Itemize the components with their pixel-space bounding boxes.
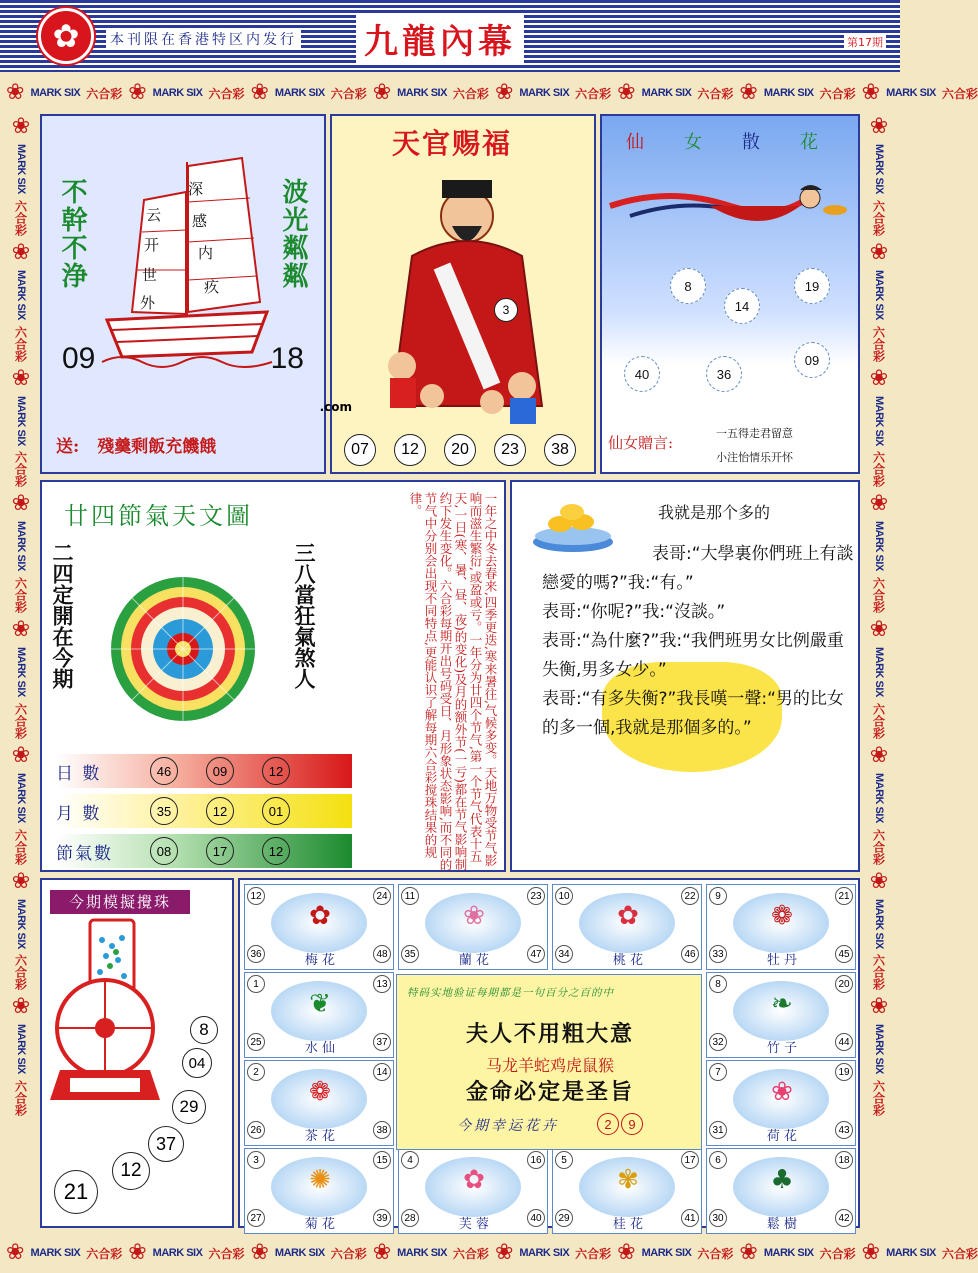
brand-en-text: MARK SIX [873,395,885,446]
bauhinia-flower-icon: ❀ [6,80,25,105]
brand-en-text: MARK SIX [30,87,81,99]
brand-en-text: MARK SIX [15,521,27,572]
brand-cn-text: 六合彩 [330,1246,367,1261]
flower-number: 43 [835,1121,853,1139]
cloud-number: 8 [670,268,706,304]
flower-name: 蘭 花 [458,953,490,968]
cloud-number: 19 [794,268,830,304]
brand-en-text: MARK SIX [886,87,936,99]
flower-number: 8 [709,975,727,993]
row-label: 月 數 [56,803,102,824]
bauhinia-flower-icon: ❀ [494,80,514,105]
brand-cn-text: 六合彩 [871,199,886,236]
flower-cell [398,1148,548,1234]
fairy-panel [600,114,860,474]
bauhinia-flower-icon: ❀ [861,80,881,105]
flower-number: 32 [709,1033,727,1051]
brand-en-text: MARK SIX [873,269,885,320]
brand-cn-text: 六合彩 [452,86,489,101]
bauhinia-flower-icon: ❀ [128,1240,147,1265]
flower-number: 20 [835,975,853,993]
flower-name: 鬆 樹 [766,1217,798,1232]
bauhinia-flower-icon: ❀ [250,1240,269,1265]
brand-en-text: MARK SIX [886,1247,936,1259]
brand-en-text: MARK SIX [30,1247,81,1259]
brand-en-text: MARK SIX [873,772,885,823]
sail-word: 外 [140,294,156,312]
brand-cn-text: 六合彩 [13,1080,28,1117]
flower-name: 菊 花 [304,1217,336,1232]
flower-number: 13 [373,975,391,993]
flower-cell [706,884,856,970]
flower-number: 41 [681,1209,699,1227]
brand-en-text: MARK SIX [763,87,814,99]
center-top-line: 特码实地验证每期都是一句百分之百的中 [407,987,614,999]
bauhinia-flower-icon: ❀ [617,1240,636,1265]
brand-cn-text: 六合彩 [13,954,28,991]
bauhinia-flower-icon: ❀ [250,80,269,105]
lucky-flower-numbers [597,1113,643,1135]
border-top [0,76,978,110]
lucky-flower-label: 今期幸运花卉 [457,1118,559,1134]
brand-en-text: MARK SIX [15,772,27,823]
flower-number: 47 [527,945,545,963]
brand-en-text: MARK SIX [15,395,27,446]
brand-cn-text: 六合彩 [941,86,978,101]
joke-line: 表哥:“你呢?”我:“沒談。” [542,602,726,622]
flower-number: 9 [709,887,727,905]
solar-poem: 一年之中冬去春来,四季更迭,寒来暑往,气候多变。天地万物受节气影响而滋生繁衍,或盈或亏。一年分为廿四个节气,第一个节气代表十五天,一日(寒、暑、昼、夜)的变化)及月的额外节(一亏)都在节气影响制约下发生变化。六合彩每期开出号码受日、月形象状态影响,而不同的节气中分别会出现不同特点,更能认识了解每期六合彩搅珠结果的规律。 [408,492,498,871]
flower-number: 17 [681,1151,699,1169]
flowers-panel [238,878,860,1232]
brand-en-text: MARK SIX [519,1247,570,1259]
fairy-poem-line: 一五得走君留意 [716,427,793,440]
brand-en-text: MARK SIX [15,898,27,949]
heavenly-official-icon [372,166,562,426]
scroll-number: 3 [494,298,518,322]
brand-en-text: MARK SIX [873,521,885,572]
brand-en-text: MARK SIX [15,144,27,194]
fairy-title-char: 散 [742,132,760,153]
row-number: 12 [262,757,290,785]
border-bottom [0,1236,978,1270]
lottery-ball: 37 [148,1126,184,1162]
flower-number: 23 [527,887,545,905]
bauhinia-flower-icon: ❀ [6,1240,25,1265]
joke-line: 表哥:“有多失衡?”我長嘆一聲:“男的比女的多一個,我就是那個多的。” [542,689,844,738]
god-number: 12 [394,434,426,466]
god-number: 23 [494,434,526,466]
flower-number: 35 [401,945,419,963]
sail-word: 深 [188,180,204,198]
flower-number: 27 [247,1209,265,1227]
row-label: 日 數 [56,763,102,784]
brand-en-text: MARK SIX [274,87,325,99]
brand-cn-text: 六合彩 [871,451,886,488]
fairy-poem [716,422,793,470]
solar-term-wheel-icon [108,574,258,724]
flower-number: 4 [401,1151,419,1169]
flower-number: 42 [835,1209,853,1227]
flower-number: 25 [247,1033,265,1051]
flower-number: 7 [709,1063,727,1081]
distribution-note: 本刊限在香港特区内发行 [106,28,301,50]
brand-cn-text: 六合彩 [819,86,856,101]
issue-number: 第17期 [844,34,886,50]
joke-line: 表哥:“大學裏你們班上有談戀愛的嗎?”我:“有。” [542,544,854,593]
flower-number: 19 [835,1063,853,1081]
flower-number: 14 [373,1063,391,1081]
row-number: 09 [206,757,234,785]
flower-name: 荷 花 [766,1129,798,1144]
brand-cn-text: 六合彩 [941,1246,978,1261]
flower-number: 34 [555,945,573,963]
bauhinia-flower-icon: ❀ [869,742,889,768]
brand-cn-text: 六合彩 [86,1246,123,1261]
flower-cell [552,1148,702,1234]
row-number: 46 [150,757,178,785]
lucky-number: 9 [621,1113,643,1135]
peach-blossom-icon: ✿ [617,901,639,931]
hibiscus-icon: ✿ [463,1165,485,1195]
bauhinia-flower-icon: ❀ [11,365,31,391]
solar-term-number-row [56,834,352,868]
cloud-number: 14 [724,288,760,324]
fairy-gift-label: 仙女贈言: [608,434,674,452]
lottery-ball: 12 [112,1152,150,1190]
bauhinia-flower-icon: ❀ [11,868,31,894]
brand-cn-text: 六合彩 [208,86,245,101]
flower-number: 5 [555,1151,573,1169]
bauhinia-emblem-icon [38,8,94,64]
cloud-number: 09 [794,342,830,378]
flower-number: 26 [247,1121,265,1139]
bauhinia-flower-icon: ❀ [869,491,889,517]
flower-name: 竹 子 [766,1041,798,1056]
brand-cn-text: 六合彩 [13,199,28,236]
sail-word: 开 [144,236,160,254]
joke-panel [510,480,860,872]
bauhinia-flower-icon: ❀ [11,617,31,643]
flower-name: 茶 花 [304,1129,336,1144]
brand-cn-text: 六合彩 [697,86,734,101]
boat-panel [40,114,352,474]
brand-en-text: MARK SIX [763,1247,814,1259]
sail-word: 内 [198,244,214,262]
flower-cell [398,884,548,970]
flower-number: 39 [373,1209,391,1227]
brand-cn-text: 六合彩 [13,828,28,865]
cloud-number: 40 [624,356,660,392]
flower-cell [244,1148,394,1234]
brand-cn-text: 六合彩 [871,325,886,362]
boat-right-verse: 波光粼粼 [278,178,308,290]
flower-cell [244,1060,394,1146]
solar-left-verse: 二四定開在今期 [50,542,75,689]
brand-cn-text: 六合彩 [13,702,28,739]
brand-cn-text: 六合彩 [871,1080,886,1117]
cloud-number: 36 [706,356,742,392]
brand-en-text: MARK SIX [15,269,27,320]
brand-en-text: MARK SIX [274,1247,325,1259]
sail-word: 感 [192,212,208,230]
brand-en-text: MARK SIX [519,87,570,99]
lottery-title: 今期模擬攪珠 [50,890,190,914]
flower-number: 18 [835,1151,853,1169]
brand-cn-text: 六合彩 [13,577,28,614]
center-zodiac-line: 马龙羊蛇鸡虎鼠猴 [485,1056,614,1075]
row-number: 12 [262,837,290,865]
boat-number-left: 09 [62,342,96,375]
flower-number: 28 [401,1209,419,1227]
brand-cn-text: 六合彩 [86,86,123,101]
flower-cell [552,884,702,970]
solar-terms-panel [40,480,506,872]
brand-en-text: MARK SIX [15,647,27,697]
brand-cn-text: 六合彩 [575,1246,612,1261]
flower-number: 33 [709,945,727,963]
peony-icon: ❁ [771,901,793,931]
boat-number-right: 18 [270,342,304,375]
flower-number: 12 [247,887,265,905]
lottery-panel [40,878,234,1228]
flower-number: 24 [373,887,391,905]
fairy-title [626,128,818,154]
row-number: 01 [262,797,290,825]
plum-blossom-icon: ✿ [309,901,331,931]
solar-right-verse: 三八當狂氣煞人 [292,542,317,689]
bauhinia-flower-icon: ❀ [11,742,31,768]
flower-number: 15 [373,1151,391,1169]
bauhinia-flower-icon: ❀ [11,491,31,517]
chrysanthemum-icon: ✺ [309,1165,331,1195]
bauhinia-flower-icon: ❀ [617,80,636,105]
bauhinia-flower-icon: ❀ [372,80,392,105]
lucky-number: 2 [597,1113,619,1135]
flower-number: 46 [681,945,699,963]
center-verse-2: 金命必定是圣旨 [465,1079,634,1105]
bauhinia-flower-icon: ❀ [11,114,31,139]
flower-number: 10 [555,887,573,905]
fairy-title-char: 女 [684,132,702,153]
brand-cn-text: 六合彩 [871,702,886,739]
brand-en-text: MARK SIX [397,1247,447,1259]
flower-name: 水 仙 [304,1041,336,1056]
junk-boat-icon [102,152,272,372]
brand-en-text: MARK SIX [641,1247,692,1259]
sail-word: 云 [146,206,162,224]
flower-number: 1 [247,975,265,993]
flower-name: 芙 蓉 [458,1217,490,1232]
brand-en-text: MARK SIX [873,647,885,697]
solar-title: 廿四節氣天文圖 [64,502,253,530]
bauhinia-flower-icon: ❀ [372,1240,392,1265]
brand-cn-text: 六合彩 [871,577,886,614]
row-number: 17 [206,837,234,865]
brand-cn-text: 六合彩 [697,1246,734,1261]
flower-name: 桃 花 [612,953,644,968]
flower-number: 40 [527,1209,545,1227]
brand-cn-text: 六合彩 [452,1246,489,1261]
row-number: 08 [150,837,178,865]
dotcom-text: .com [319,400,352,414]
bauhinia-flower-icon: ❀ [739,80,758,105]
flying-fairy-icon [610,176,850,246]
bauhinia-flower-icon: ❀ [869,868,889,894]
row-label: 節氣數 [56,843,113,864]
joke-title: 我就是那个多的 [658,503,771,522]
flower-number: 11 [401,887,419,905]
lotus-icon: ❀ [771,1077,793,1107]
bauhinia-flower-icon: ❀ [11,239,31,265]
lottery-ball: 8 [190,1016,218,1044]
flower-number: 22 [681,887,699,905]
flower-number: 29 [555,1209,573,1227]
brand-en-text: MARK SIX [152,1247,203,1259]
send-text: 殘羹剩飯充饑餓 [97,437,217,457]
flower-cell [706,972,856,1058]
lottery-ball: 04 [182,1048,212,1078]
brand-cn-text: 六合彩 [13,325,28,362]
brand-cn-text: 六合彩 [330,86,367,101]
fairy-title-char: 仙 [626,132,644,153]
god-number: 20 [444,434,476,466]
month-number-row [56,794,352,828]
god-number: 38 [544,434,576,466]
flower-number: 38 [373,1121,391,1139]
narcissus-icon: ❦ [309,989,331,1019]
bauhinia-flower-icon: ❀ [869,365,889,391]
boat-send-line [56,432,216,457]
brand-cn-text: 六合彩 [13,451,28,488]
send-label: 送: [56,437,80,457]
bauhinia-flower-icon: ❀ [494,1240,514,1265]
god-number: 07 [344,434,376,466]
row-number: 35 [150,797,178,825]
brand-en-text: MARK SIX [873,898,885,949]
boat-left-verse: 不幹不浄 [57,178,87,290]
lucky-flower-box [396,974,702,1150]
sail-word: 疚 [204,278,220,296]
flower-number: 6 [709,1151,727,1169]
orchid-icon: ❀ [463,901,485,931]
bauhinia-flower-icon: ❀ [869,114,889,139]
bauhinia-flower-icon: ❀ [869,617,889,643]
osmanthus-icon: ✾ [617,1165,639,1195]
flower-number: 31 [709,1121,727,1139]
lottery-machine-icon [50,920,180,1110]
brand-en-text: MARK SIX [152,87,203,99]
flower-number: 30 [709,1209,727,1227]
bamboo-icon: ❧ [771,989,793,1019]
page-title: 九龍內幕 [356,14,524,63]
flower-number: 45 [835,945,853,963]
flower-number: 37 [373,1033,391,1051]
center-verse-1: 夫人不用粗大意 [465,1021,634,1047]
bauhinia-flower-icon: ❀ [869,994,889,1020]
bauhinia-flower-icon: ❀ [869,239,889,265]
border-right [864,110,894,1234]
flower-cell [706,1060,856,1146]
brand-cn-text: 六合彩 [575,86,612,101]
flower-number: 48 [373,945,391,963]
flower-number: 44 [835,1033,853,1051]
border-left [6,110,36,1234]
bauhinia-flower-icon: ❀ [128,80,147,105]
day-number-row [56,754,352,788]
camellia-icon: ❁ [309,1077,331,1107]
flower-cell [244,884,394,970]
flower-number: 2 [247,1063,265,1081]
flower-name: 桂 花 [612,1217,644,1232]
sail-word: 世 [142,266,158,284]
flower-name: 牡 丹 [766,953,798,968]
fairy-poem-line: 小注怡情乐开怀 [716,451,793,464]
flower-cell [706,1148,856,1234]
flower-name: 梅 花 [304,953,336,968]
flower-number: 36 [247,945,265,963]
god-numbers [344,434,576,466]
brand-cn-text: 六合彩 [819,1246,856,1261]
pine-tree-icon: ♣ [770,1165,794,1195]
brand-cn-text: 六合彩 [208,1246,245,1261]
flower-cell [244,972,394,1058]
lottery-ball: 21 [54,1170,98,1214]
brand-en-text: MARK SIX [15,1024,27,1075]
joke-line: 表哥:“為什麼?”我:“我們班男女比例嚴重失衡,男多女少。” [542,631,844,680]
flower-number: 3 [247,1151,265,1169]
bauhinia-flower-icon: ❀ [11,994,31,1020]
bauhinia-flower-icon: ❀ [739,1240,758,1265]
brand-en-text: MARK SIX [397,87,447,99]
joke-body [542,540,854,743]
brand-en-text: MARK SIX [641,87,692,99]
flower-number: 21 [835,887,853,905]
fairy-title-char: 花 [800,132,818,153]
lottery-ball: 29 [172,1090,206,1124]
god-title: 天官赐福 [392,127,513,160]
brand-en-text: MARK SIX [873,1024,885,1075]
heavenly-official-panel [330,114,596,474]
brand-cn-text: 六合彩 [871,954,886,991]
row-number: 12 [206,797,234,825]
brand-cn-text: 六合彩 [871,828,886,865]
masthead [0,0,900,72]
brand-en-text: MARK SIX [873,144,885,194]
bauhinia-flower-icon: ❀ [861,1240,881,1265]
flower-number: 16 [527,1151,545,1169]
